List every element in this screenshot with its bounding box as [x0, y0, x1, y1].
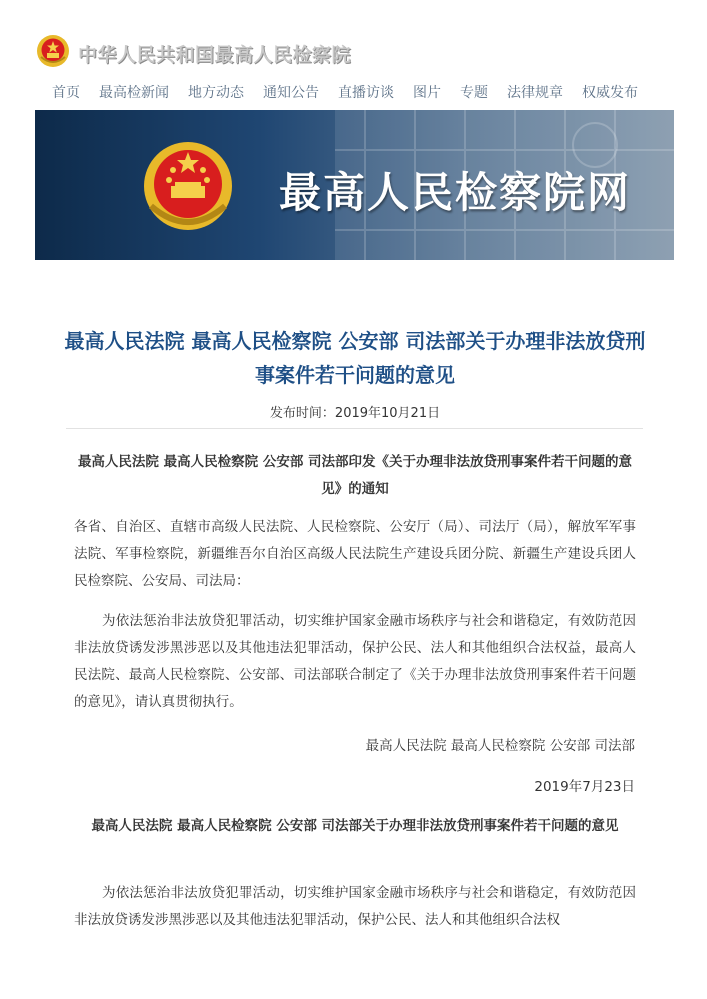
nav-item-laws[interactable]: 法律规章	[507, 85, 563, 101]
nav-item-live-interviews[interactable]: 直播访谈	[338, 85, 394, 101]
nav-item-local-news[interactable]: 地方动态	[188, 85, 244, 101]
site-header	[36, 34, 676, 74]
site-name[interactable]: 中华人民共和国最高人民检察院	[78, 44, 352, 66]
banner-emblem-icon	[141, 138, 235, 238]
signature-date: 2019年7月23日	[534, 779, 635, 795]
addressees-paragraph: 各省、自治区、直辖市高级人民法院、人民检察院、公安厅（局）、司法厅（局），解放军军事法院、军事检察院，新疆维吾尔自治区高级人民法院生产建设兵团分院、新疆生产建设兵团人民检察院、公安局、司法局：	[74, 519, 636, 589]
title-divider	[66, 428, 643, 429]
nav-item-spp-news[interactable]: 最高检新闻	[99, 85, 169, 101]
nav-item-topics[interactable]: 专题	[460, 85, 488, 101]
nav-item-pictures[interactable]: 图片	[413, 85, 441, 101]
nav-item-releases[interactable]: 权威发布	[582, 85, 638, 101]
article-title: 最高人民法院 最高人民检察院 公安部 司法部关于办理非法放贷刑事案件若干问题的意见	[64, 329, 646, 387]
signature-issuers: 最高人民法院 最高人民检察院 公安部 司法部	[365, 738, 635, 754]
opinion-heading: 最高人民法院 最高人民检察院 公安部 司法部关于办理非法放贷刑事案件若干问题的意见	[91, 818, 619, 834]
publish-info	[60, 402, 650, 421]
notice-body-paragraph: 为依法惩治非法放贷犯罪活动，切实维护国家金融市场秩序与社会和谐稳定，有效防范因非法放贷诱发涉黑涉恶以及其他违法犯罪活动，保护公民、法人和其他组织合法权益，最高人民法院、最高人民检察院、公安部、司法部联合制定了《关于办理非法放贷刑事案件若干问题的意见》，请认真贯彻执行。	[74, 613, 636, 710]
publish-date: 2019年10月21日	[334, 406, 441, 421]
procuratorate-emblem-icon	[36, 34, 70, 68]
main-nav	[52, 82, 657, 104]
site-banner	[35, 110, 674, 260]
notice-heading: 最高人民法院 最高人民检察院 公安部 司法部印发《关于办理非法放贷刑事案件若干问题的意见》的通知	[77, 454, 633, 497]
opinion-body-paragraph: 为依法惩治非法放贷犯罪活动，切实维护国家金融市场秩序与社会和谐稳定，有效防范因非法放贷诱发涉黑涉恶以及其他违法犯罪活动，保护公民、法人和其他组织合法权	[74, 885, 636, 928]
nav-item-notices[interactable]: 通知公告	[263, 85, 319, 101]
publish-label: 发布时间：	[269, 406, 335, 421]
banner-title: 最高人民检察院网	[279, 168, 632, 217]
nav-item-home[interactable]: 首页	[52, 85, 80, 101]
